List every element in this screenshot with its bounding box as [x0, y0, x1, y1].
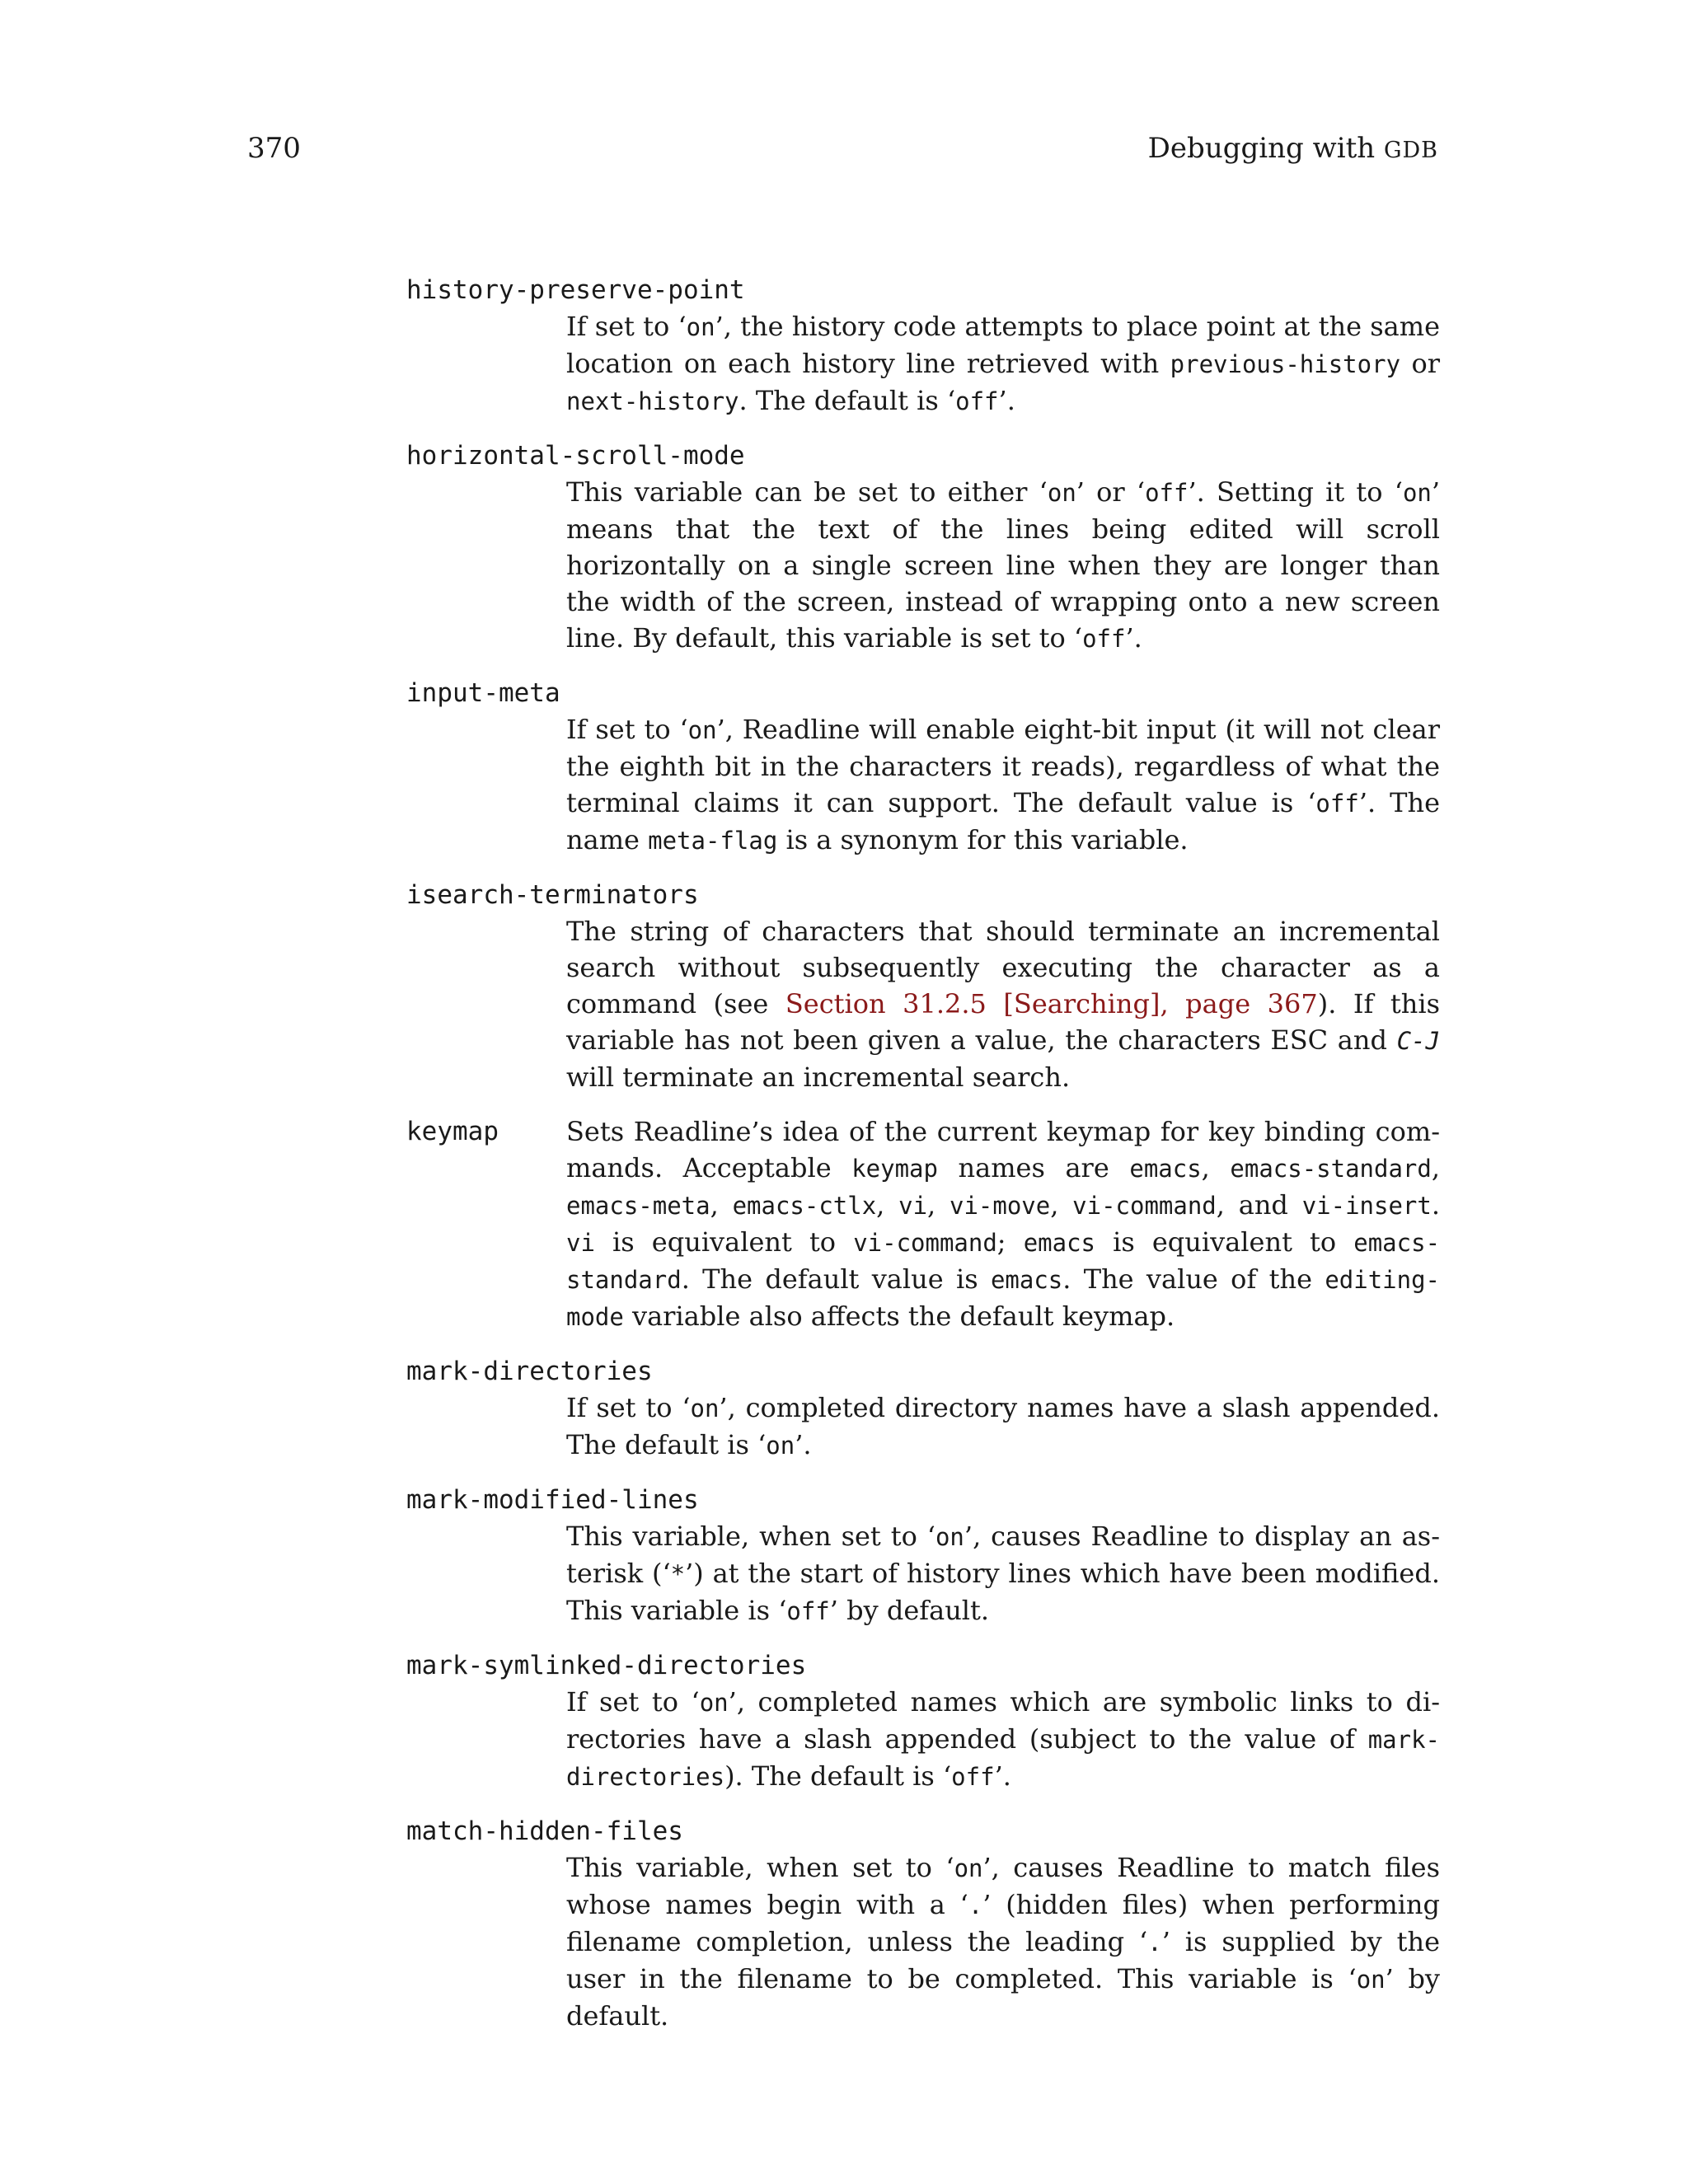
variable-description: This variable can be set to either ‘on’ or ‘off’. Setting it to ‘on’ means that the text of the lines being edited will scroll horizontally on a single screen line when they are longer than the width of the screen, instead of wrapping onto a new screen line. By default, this variable is set to ‘off’. [566, 476, 1441, 654]
page-number: 370 [247, 132, 301, 165]
variable-description: Sets Readline’s idea of the current keymap for key binding commands. Acceptable keymap names are emacs, emacs-standard, emacs-meta, emacs-ctlx, vi, vi-move, vi-command, and vi-insert. vi is equivalent to vi-command; emacs is equivalent to emacs-standard. The default value is emacs. The value of the editing-mode variable also affects the default keymap. [566, 1116, 1441, 1332]
definition-entry [406, 272, 1440, 419]
variable-name: match-hidden-files [406, 1816, 683, 1846]
running-title-smallcaps: GDB [1383, 138, 1438, 163]
running-title-text: Debugging with [1147, 132, 1384, 165]
variable-name: mark-modified-lines [406, 1485, 699, 1515]
definition-entry [406, 438, 1440, 657]
variable-description: If set to ‘on’, the history code attempts to place point at the same location on each history line retrieved with previous-history or next-history. The default is ‘off’. [566, 311, 1441, 416]
variable-name: input-meta [406, 678, 560, 708]
variable-name: horizontal-scroll-mode [406, 441, 745, 471]
definition-entry [406, 1647, 1440, 1795]
definition-entry [406, 1113, 1440, 1335]
variable-description: This variable, when set to ‘on’, causes Readline to match files whose names begin with a ‘.’ (hidden files) when performing filename completion, unless the leading ‘.’ is supplied by the user in the filename to be completed. This variable is ‘on’ by default. [566, 1852, 1441, 2032]
variable-description: If set to ‘on’, completed names which are symbolic links to directories have a slash appended (subject to the value of mark-​directories). The default is ‘off’. [566, 1686, 1441, 1792]
variable-name: isearch-terminators [406, 880, 699, 910]
variable-description: If set to ‘on’, Readline will enable eight-bit input (it will not clear the eighth bit in the characters it reads), regardless of what the terminal claims it can support. The default value is ‘off’. The name meta-flag is a synonym for this variable. [566, 714, 1441, 855]
variable-definition-list [406, 272, 1440, 2034]
definition-entry [406, 675, 1440, 859]
variable-name: keymap [406, 1117, 499, 1146]
variable-description: The string of characters that should terminate an incremental search without subsequently executing the character as a command (see Section 31.2.5 [Searching], page 367). If this variable has not been given a value, the characters ESC and C-J will terminate an incremental search. [566, 916, 1441, 1093]
definition-entry [406, 1813, 1440, 2034]
variable-name: history-preserve-point [406, 275, 745, 305]
variable-name: mark-directories [406, 1357, 653, 1386]
definition-entry [406, 1353, 1440, 1464]
variable-name: mark-symlinked-directories [406, 1651, 807, 1680]
variable-description: This variable, when set to ‘on’, causes Readline to display an asterisk (‘*’) at the start of history lines which have been modified. This variable is ‘off’ by default. [566, 1521, 1441, 1626]
running-title [1148, 132, 1438, 165]
definition-entry [406, 1482, 1440, 1629]
variable-description: If set to ‘on’, completed directory names have a slash appended. The default is ‘on’. [566, 1392, 1440, 1460]
cross-reference-link[interactable]: Section 31.2.5 [Searching], page 367 [785, 988, 1318, 1019]
definition-entry [406, 877, 1440, 1095]
